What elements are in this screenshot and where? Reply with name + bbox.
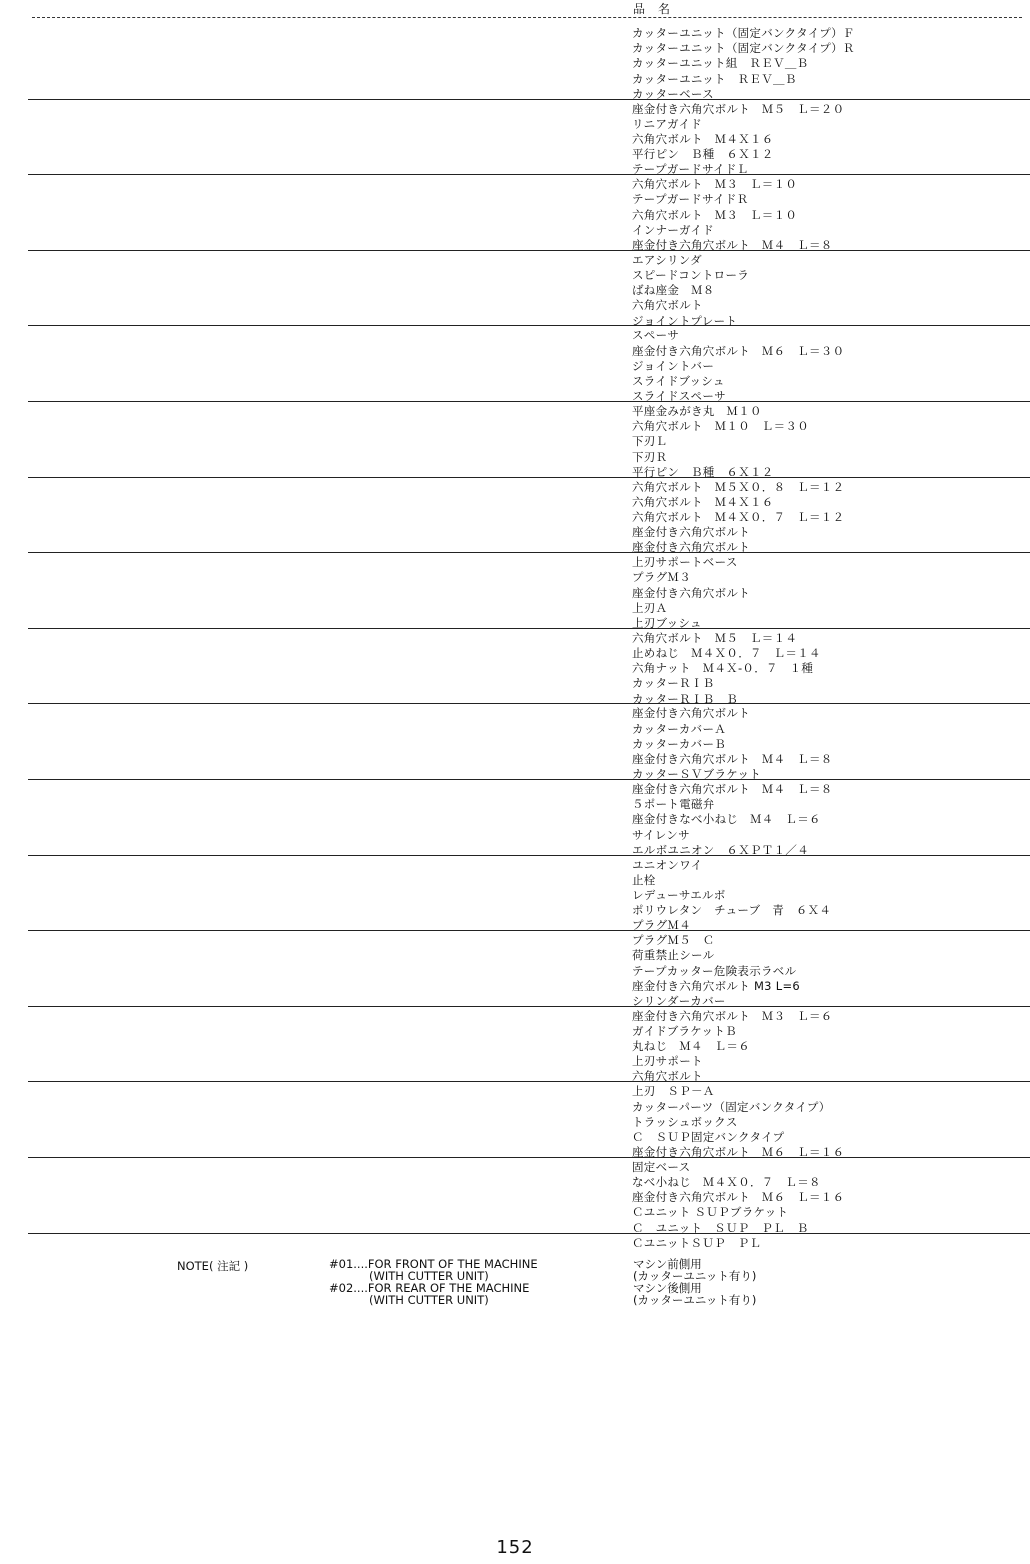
part-name: スペーサ xyxy=(632,328,680,343)
part-name: カッターユニット ＲＥＶ＿Ｂ xyxy=(632,71,797,86)
parts-group-items xyxy=(632,102,844,178)
part-name: ジョイントバー xyxy=(632,358,715,373)
page-number: 152 xyxy=(496,1537,534,1558)
note-en-line: #01....FOR FRONT OF THE MACHINE xyxy=(329,1257,538,1271)
parts-group xyxy=(28,251,1030,327)
part-name: ジョイントプレート xyxy=(632,313,738,328)
part-name: 六角穴ボルト Ｍ１０ Ｌ＝３０ xyxy=(632,419,809,434)
parts-group xyxy=(28,1158,1030,1234)
note-ja-line: マシン後側用 xyxy=(633,1281,702,1295)
part-name: 止栓 xyxy=(632,872,656,887)
parts-group xyxy=(28,326,1030,402)
part-name: ばね座金 Ｍ８ xyxy=(632,283,715,298)
note-en-line: #02....FOR REAR OF THE MACHINE xyxy=(329,1281,530,1295)
part-name: Ｃ ＳＵＰ固定バンクタイプ xyxy=(632,1129,785,1144)
part-name: 六角穴ボルト Ｍ４Ｘ１６ xyxy=(632,131,774,146)
part-name: 上刃 ＳＰ－Ａ xyxy=(632,1084,715,1099)
parts-group xyxy=(28,629,1030,705)
parts-group-items xyxy=(632,933,800,1009)
part-name: 上刃サポートベース xyxy=(632,555,738,570)
parts-group-items xyxy=(632,858,831,934)
part-name: 固定ベース xyxy=(632,1159,691,1174)
part-name: カッターユニット（固定バンクタイプ）Ｆ xyxy=(632,26,855,40)
part-name: レデューサエルボ xyxy=(632,887,726,902)
part-name: 座金付きなべ小ねじ Ｍ４ Ｌ＝６ xyxy=(632,812,821,827)
part-name: 座金付き六角穴ボルト xyxy=(632,585,750,600)
part-name: 荷重禁止シール xyxy=(632,948,715,963)
part-name: テープカッター危険表示ラベル xyxy=(632,963,797,978)
part-name: 六角穴ボルト Ｍ３ Ｌ＝１０ xyxy=(632,207,798,222)
part-name: カッターＳＶブラケット xyxy=(632,767,762,782)
part-name: テープガードサイドＬ xyxy=(632,162,749,177)
note-english xyxy=(329,1258,538,1306)
parts-group-items xyxy=(632,26,855,102)
part-name: 六角ナット Ｍ４Ｘ-０．７ １種 xyxy=(632,661,814,676)
parts-group xyxy=(28,100,1030,176)
part-name: スピードコントローラ xyxy=(632,267,750,282)
parts-group xyxy=(28,780,1030,856)
part-name: サイレンサ xyxy=(632,827,690,842)
part-name: 上刃Ａ xyxy=(632,600,668,615)
parts-group-items xyxy=(632,177,833,253)
note-title: NOTE( 注記 ) xyxy=(177,1259,249,1273)
note-ja-line: (カッターユニット有り) xyxy=(633,1269,757,1283)
part-name: カッターカバーＢ xyxy=(632,736,727,751)
parts-group-items xyxy=(632,404,809,480)
note-en-line: (WITH CUTTER UNIT) xyxy=(369,1293,489,1307)
part-name: 下刃Ｌ xyxy=(632,434,668,449)
part-name: ポリウレタン チューブ 青 ６Ｘ４ xyxy=(632,903,832,918)
part-name: エルボユニオン ６ＸＰＴ１／４ xyxy=(632,842,809,857)
part-name: Ｃ ユニット ＳＵＰ ＰＬ Ｂ xyxy=(632,1220,809,1235)
part-name: スライドスペーサ xyxy=(632,389,726,404)
part-name: 座金付き六角穴ボルト Ｍ５ Ｌ＝２０ xyxy=(632,101,845,116)
parts-group xyxy=(28,478,1030,554)
parts-group xyxy=(28,24,1030,100)
part-name: 丸ねじ Ｍ４ Ｌ＝６ xyxy=(632,1039,750,1054)
part-name: カッターユニット組 ＲＥＶ＿Ｂ xyxy=(632,56,809,71)
note-ja-line: マシン前側用 xyxy=(633,1257,702,1271)
part-name: カッターＲＩＢ xyxy=(632,676,715,691)
parts-group-items xyxy=(632,631,821,707)
part-name: 六角穴ボルト Ｍ４Ｘ１６ xyxy=(632,494,774,509)
part-name: 六角穴ボルト Ｍ５ Ｌ＝１４ xyxy=(632,630,798,645)
part-name: エアシリンダ xyxy=(632,252,702,267)
part-name: 座金付き六角穴ボルト xyxy=(632,540,750,555)
part-name: トラッシュボックス xyxy=(632,1114,738,1129)
part-name: 六角穴ボルト Ｍ４Ｘ０．７ Ｌ＝１２ xyxy=(632,509,845,524)
header-divider xyxy=(32,17,1022,18)
part-name: 上刃サポート xyxy=(632,1054,703,1069)
part-name: 平行ピン Ｂ種 ６Ｘ１２ xyxy=(632,464,774,479)
parts-group xyxy=(28,931,1030,1007)
part-name: プラグＭ５ Ｃ xyxy=(632,933,715,948)
parts-group-items xyxy=(632,480,844,556)
parts-group-items xyxy=(632,1084,844,1160)
part-name: カッターカバーＡ xyxy=(632,721,727,736)
part-name: 止めねじ Ｍ４Ｘ０．７ Ｌ＝１４ xyxy=(632,645,821,660)
parts-group-items xyxy=(632,555,750,631)
part-name: プラグＭ３ xyxy=(632,570,691,585)
part-name: 平行ピン Ｂ種 ６Ｘ１２ xyxy=(632,147,774,162)
column-header-part-name: 品 名 xyxy=(633,2,671,16)
parts-group-items xyxy=(632,706,833,782)
part-name: 座金付き六角穴ボルト Ｍ４ Ｌ＝８ xyxy=(632,751,833,766)
part-name: ガイドブラケットＢ xyxy=(632,1023,737,1038)
note-ja-line: (カッターユニット有り) xyxy=(633,1293,757,1307)
parts-group xyxy=(28,704,1030,780)
part-name: 座金付き六角穴ボルト Ｍ４ Ｌ＝８ xyxy=(632,237,833,252)
part-name: 座金付き六角穴ボルト Ｍ６ Ｌ＝１６ xyxy=(632,1145,845,1160)
part-name: カッターパーツ（固定バンクタイプ） xyxy=(632,1099,831,1114)
part-name: スライドブッシュ xyxy=(632,373,725,388)
parts-group-items xyxy=(632,253,749,329)
part-name: 座金付き六角穴ボルト xyxy=(632,525,750,540)
parts-group-items xyxy=(632,1160,844,1236)
part-name: リニアガイド xyxy=(632,116,703,131)
part-name: ５ポート電磁弁 xyxy=(632,797,715,812)
part-name: カッターユニット（固定バンクタイプ）Ｒ xyxy=(632,41,855,56)
parts-group xyxy=(28,856,1030,932)
parts-group xyxy=(28,1082,1030,1158)
part-name: 座金付き六角穴ボルト Ｍ６ Ｌ＝３０ xyxy=(632,343,845,358)
part-name: 上刃ブッシュ xyxy=(632,615,702,630)
part-name: ユニオンワイ xyxy=(632,857,703,872)
part-name: シリンダーカバー xyxy=(632,993,726,1008)
part-name: 下刃Ｒ xyxy=(632,449,668,464)
part-name: 六角穴ボルト Ｍ３ Ｌ＝１０ xyxy=(632,177,798,192)
part-name: 六角穴ボルト xyxy=(632,298,703,313)
parts-group-items xyxy=(632,328,844,404)
part-name: 六角穴ボルト xyxy=(632,1069,703,1084)
part-name: インナーガイド xyxy=(632,222,715,237)
part-name: Ｃユニット ＳＵＰブラケット xyxy=(632,1205,789,1220)
part-name: なべ小ねじ Ｍ４Ｘ０．７ Ｌ＝８ xyxy=(632,1175,821,1190)
part-name: 座金付き六角穴ボルト M3 L=6 xyxy=(632,978,801,993)
part-name: 座金付き六角穴ボルト Ｍ３ Ｌ＝６ xyxy=(632,1008,833,1023)
part-name: プラグＭ４ xyxy=(632,918,691,933)
part-name: カッターベース xyxy=(632,86,714,101)
parts-group xyxy=(28,402,1030,478)
parts-group-items xyxy=(632,1009,833,1085)
part-name: 座金付き六角穴ボルト Ｍ４ Ｌ＝８ xyxy=(632,781,833,796)
parts-list xyxy=(28,24,1030,1234)
note-en-line: (WITH CUTTER UNIT) xyxy=(369,1269,489,1283)
part-name: カッターＲＩＢ Ｂ xyxy=(632,691,739,706)
note-japanese xyxy=(633,1258,756,1306)
parts-group xyxy=(28,175,1030,251)
parts-list-last-item: ＣユニットＳＵＰ ＰＬ xyxy=(632,1236,762,1250)
part-name: 六角穴ボルト Ｍ５Ｘ０．８ Ｌ＝１２ xyxy=(632,479,845,494)
part-name: 座金付き六角穴ボルト Ｍ６ Ｌ＝１６ xyxy=(632,1190,845,1205)
parts-group-items xyxy=(632,782,833,858)
part-name: テープガードサイドＲ xyxy=(632,192,749,207)
parts-group xyxy=(28,553,1030,629)
part-name: 座金付き六角穴ボルト xyxy=(632,706,750,721)
parts-group xyxy=(28,1007,1030,1083)
part-name: 平座金みがき丸 Ｍ１０ xyxy=(632,403,762,418)
